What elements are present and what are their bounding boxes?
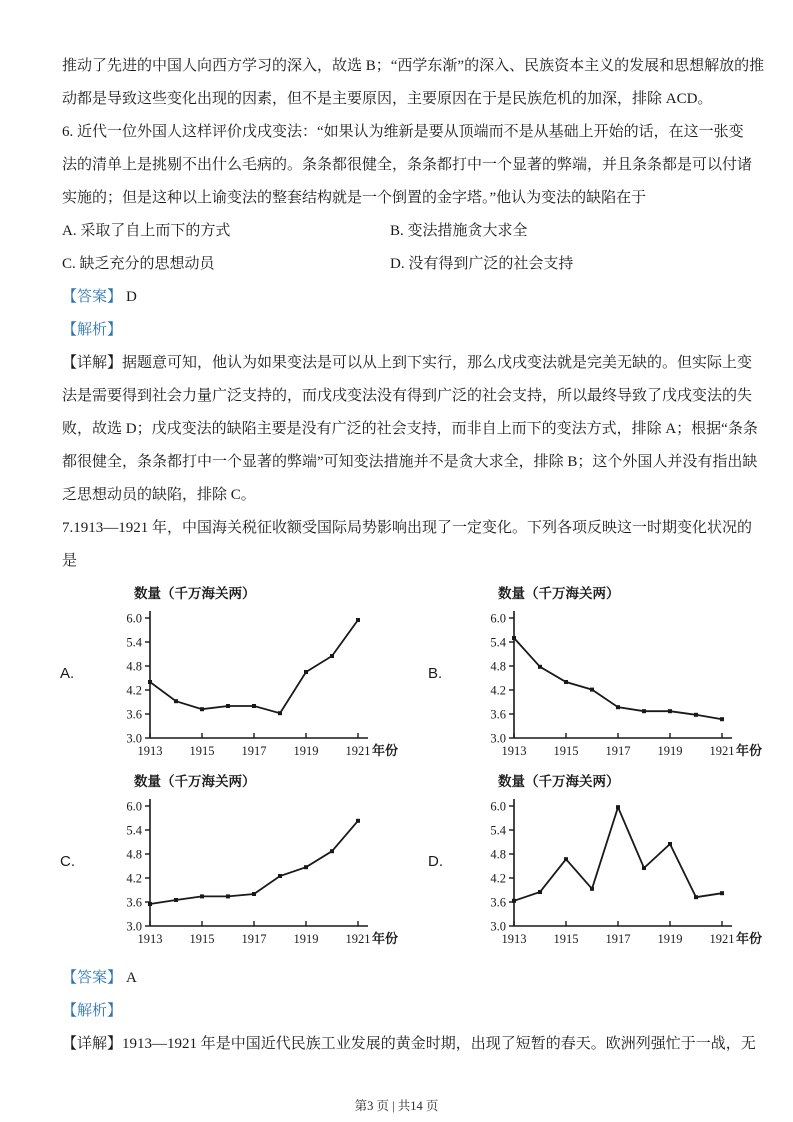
svg-text:1913: 1913	[137, 744, 163, 758]
svg-text:6.0: 6.0	[126, 799, 142, 814]
svg-text:6.0: 6.0	[126, 611, 142, 626]
svg-text:3.0: 3.0	[126, 731, 142, 746]
svg-text:1919: 1919	[293, 932, 319, 946]
chart-option-d	[428, 772, 768, 950]
question-6-stem: 6. 近代一位外国人这样评价戊戌变法：“如果认为维新是要从顶端而不是从基础上开始的话，在这一张变	[62, 124, 744, 140]
question-7-stem: 7.1913—1921 年，中国海关税征收额受国际局势影响出现了一定变化。下列各项反映这一时期变化状况的	[62, 520, 753, 536]
question-6-answer	[62, 281, 732, 314]
svg-text:1921: 1921	[709, 932, 735, 946]
option-a: A. 采取了自上而下的方式	[62, 223, 231, 239]
svg-text:1921: 1921	[345, 744, 371, 758]
svg-text:4.8: 4.8	[126, 659, 142, 674]
svg-text:5.4: 5.4	[490, 635, 506, 650]
svg-text:1913: 1913	[137, 932, 163, 946]
analysis-label: 【解析】	[62, 1003, 123, 1019]
answer-label: 【答案】	[62, 289, 123, 305]
svg-text:4.2: 4.2	[490, 871, 506, 886]
question-7-charts	[60, 584, 763, 950]
text-line: 动都是导致这些变化出现的因素，但不是主要原因，主要原因在于是民族危机的加深，排除 ACD。	[62, 91, 713, 107]
question-6-detail: 败，故选 D；戊戌变法的缺陷主要是没有广泛的社会支持，而非自上而下的变法方式，排除 A；根据“条条	[62, 421, 758, 437]
chart-d-title: 数量（千万海关两）	[498, 774, 620, 789]
question-6-stem: 实施的；但是这种以上谕变法的整套结构就是一个倒置的金字塔。”他认为变法的缺陷在于	[62, 190, 647, 206]
svg-text:3.0: 3.0	[490, 919, 506, 934]
chart-d-box	[468, 772, 768, 950]
svg-text:1913: 1913	[501, 932, 527, 946]
svg-text:3.6: 3.6	[490, 707, 506, 722]
page-content	[60, 50, 765, 1061]
svg-text:年份: 年份	[372, 743, 399, 758]
chart-b-plot	[468, 604, 768, 762]
svg-text:6.0: 6.0	[490, 799, 506, 814]
svg-text:1915: 1915	[553, 932, 579, 946]
question-7-detail: 【详解】1913—1921 年是中国近代民族工业发展的黄金时期，出现了短暂的春天。欧洲列强忙于一战，无	[62, 1036, 756, 1052]
question-6-analysis	[62, 314, 732, 347]
question-6-detail: 乏思想动员的缺陷，排除 C。	[62, 487, 256, 503]
chart-option-letter: C.	[60, 852, 75, 870]
answer-label: 【答案】	[62, 970, 123, 986]
question-6-detail: 都很健全，条条都打中一个显著的弊端”可知变法措施并不是贪大求全，排除 B；这个外国人并没有指出缺	[62, 454, 758, 470]
svg-text:年份: 年份	[372, 931, 399, 946]
question-7-analysis	[62, 995, 732, 1028]
chart-d-plot	[468, 792, 768, 950]
svg-text:4.8: 4.8	[490, 847, 506, 862]
chart-option-b	[428, 584, 768, 762]
svg-text:1915: 1915	[189, 932, 215, 946]
analysis-label: 【解析】	[62, 322, 123, 338]
svg-text:3.6: 3.6	[490, 895, 506, 910]
chart-option-a	[60, 584, 428, 762]
chart-a-plot	[104, 604, 404, 762]
chart-option-letter: D.	[428, 852, 443, 870]
svg-text:1915: 1915	[553, 744, 579, 758]
question-6-options-row	[62, 248, 732, 281]
svg-text:1917: 1917	[605, 744, 631, 758]
svg-text:1915: 1915	[189, 744, 215, 758]
chart-b-title: 数量（千万海关两）	[498, 586, 620, 601]
chart-option-letter: B.	[428, 664, 443, 682]
text-line: 推动了先进的中国人向西方学习的深入，故选 B；“西学东渐”的深入、民族资本主义的发展和思想解放的推	[62, 58, 765, 74]
svg-text:1919: 1919	[657, 744, 683, 758]
question-6-detail: 【详解】据题意可知，他认为如果变法是可以从上到下实行，那么戊戌变法就是完美无缺的。但实际上变	[62, 355, 753, 371]
svg-text:5.4: 5.4	[126, 823, 142, 838]
chart-a-box	[104, 584, 404, 762]
svg-text:4.8: 4.8	[490, 659, 506, 674]
page-footer: 第3 页 | 共14 页	[354, 1099, 439, 1113]
svg-text:6.0: 6.0	[490, 611, 506, 626]
option-c: C. 缺乏充分的思想动员	[62, 256, 215, 272]
svg-text:1917: 1917	[241, 932, 267, 946]
option-d: D. 没有得到广泛的社会支持	[390, 256, 574, 272]
question-7-stem: 是	[62, 553, 78, 569]
svg-text:1917: 1917	[605, 932, 631, 946]
option-b: B. 变法措施贪大求全	[390, 223, 528, 239]
svg-text:1913: 1913	[501, 744, 527, 758]
svg-text:1921: 1921	[345, 932, 371, 946]
answer-value: D	[126, 289, 137, 305]
chart-b-box	[468, 584, 768, 762]
svg-text:1919: 1919	[293, 744, 319, 758]
question-6-options-row	[62, 215, 732, 248]
chart-option-c	[60, 772, 428, 950]
chart-c-title: 数量（千万海关两）	[134, 774, 256, 789]
question-7-answer	[62, 962, 732, 995]
svg-text:3.0: 3.0	[490, 731, 506, 746]
svg-text:年份: 年份	[736, 931, 763, 946]
svg-text:4.2: 4.2	[490, 683, 506, 698]
svg-text:4.2: 4.2	[126, 683, 142, 698]
svg-text:1919: 1919	[657, 932, 683, 946]
chart-c-plot	[104, 792, 404, 950]
answer-value: A	[126, 970, 137, 986]
question-6-detail: 法是需要得到社会力量广泛支持的，而戊戌变法没有得到广泛的社会支持，所以最终导致了戊戌变法的失	[62, 388, 753, 404]
chart-c-box	[104, 772, 404, 950]
chart-option-letter: A.	[60, 664, 75, 682]
svg-text:3.6: 3.6	[126, 707, 142, 722]
svg-text:4.2: 4.2	[126, 871, 142, 886]
question-6-stem: 法的清单上是挑剔不出什么毛病的。条条都很健全，条条都打中一个显著的弊端，并且条条都是可以付诸	[62, 157, 753, 173]
svg-text:5.4: 5.4	[126, 635, 142, 650]
svg-text:3.6: 3.6	[126, 895, 142, 910]
svg-text:4.8: 4.8	[126, 847, 142, 862]
svg-text:1917: 1917	[241, 744, 267, 758]
svg-text:1921: 1921	[709, 744, 735, 758]
svg-text:年份: 年份	[736, 743, 763, 758]
svg-text:3.0: 3.0	[126, 919, 142, 934]
svg-text:5.4: 5.4	[490, 823, 506, 838]
chart-a-title: 数量（千万海关两）	[134, 586, 256, 601]
